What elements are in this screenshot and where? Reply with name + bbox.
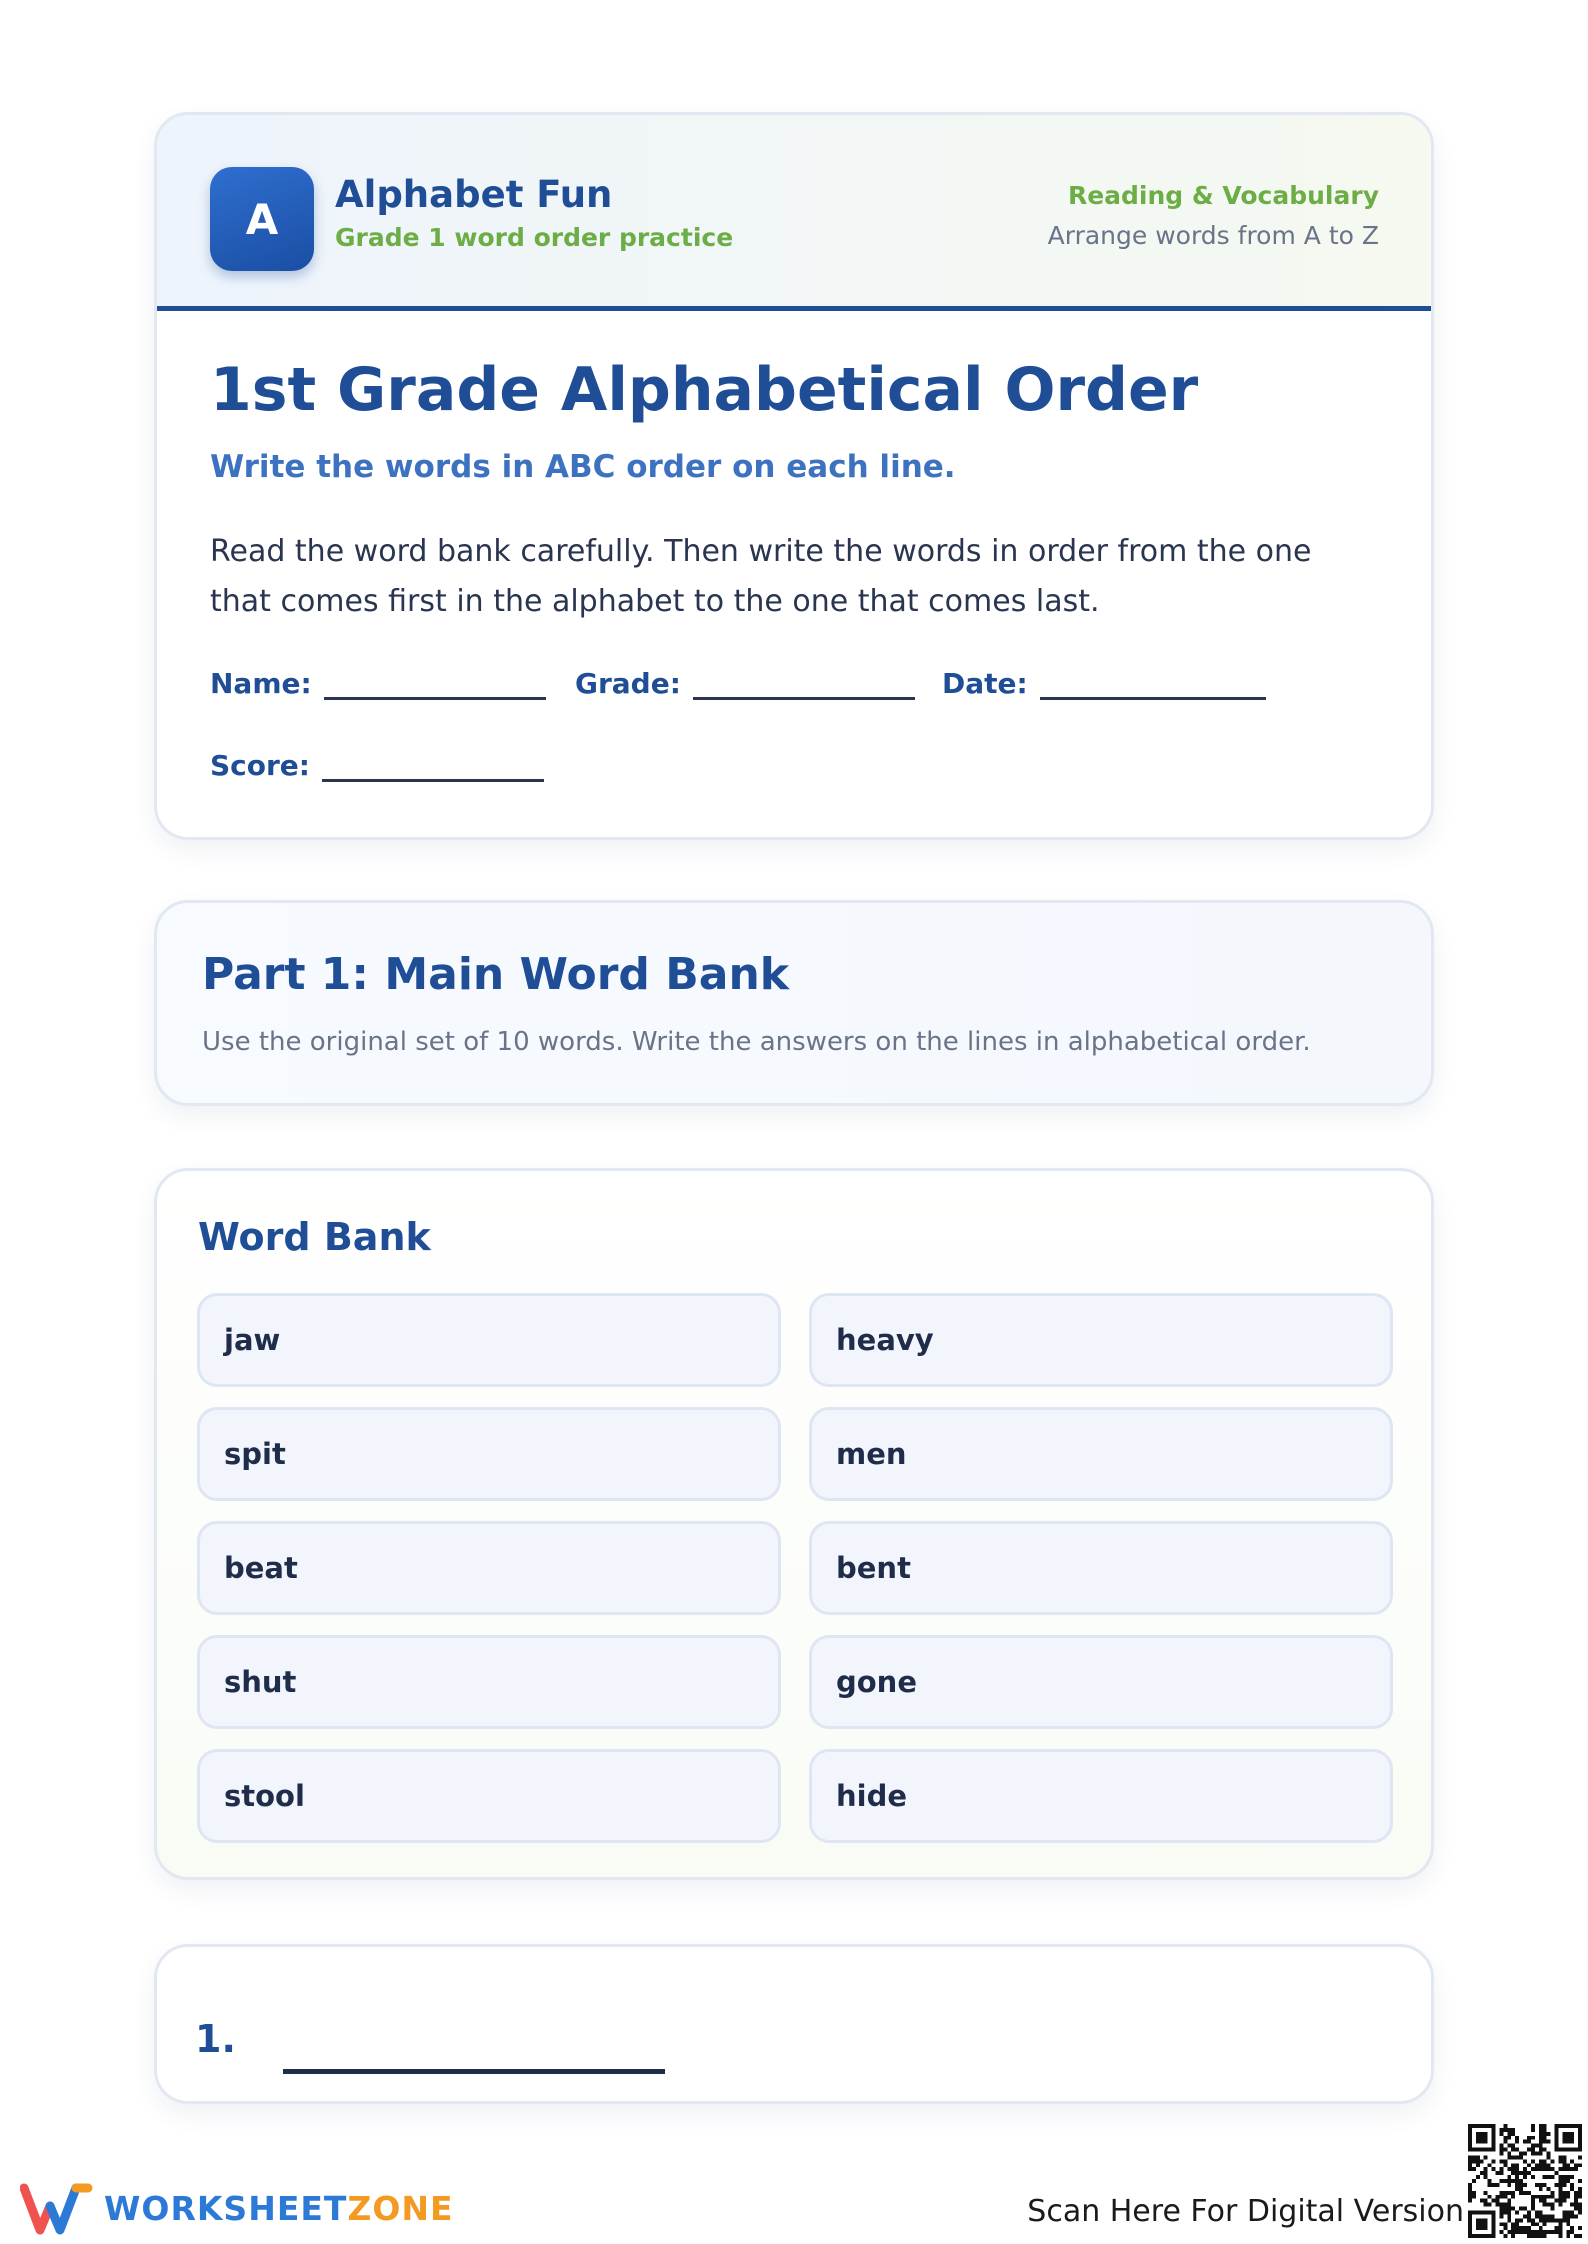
grade-field [575,667,915,700]
page-subtitle: Write the words in ABC order on each line. [210,449,956,485]
date-label: Date: [942,667,1028,700]
footer-brand-part2: ZONE [347,2189,454,2228]
part-title: Part 1: Main Word Bank [202,949,790,1000]
grade-write-line[interactable] [693,670,915,700]
name-write-line[interactable] [324,670,546,700]
worksheet-header-card [154,112,1434,840]
grade-label: Grade: [575,667,681,700]
instructions-text: Read the word bank carefully. Then write the words in order from the one that comes first in the alphabet to the one that comes last. [210,534,1312,619]
subject-note: Arrange words from A to Z [1047,221,1379,250]
part-description: Use the original set of 10 words. Write the answers on the lines in alphabetical order. [202,1027,1311,1057]
word-bank-item: hide [809,1749,1393,1843]
score-write-line[interactable] [322,752,544,782]
date-field [942,667,1266,700]
brand-name: Alphabet Fun [335,173,613,216]
word-bank-item: spit [197,1407,781,1501]
word-bank-title: Word Bank [198,1215,431,1259]
brand-strip [157,115,1431,311]
word-bank-item: men [809,1407,1393,1501]
word-bank-item: beat [197,1521,781,1615]
score-label: Score: [210,749,310,782]
name-field [210,667,546,700]
word-bank-item: stool [197,1749,781,1843]
word-bank-item: heavy [809,1293,1393,1387]
word-bank-item: bent [809,1521,1393,1615]
part-card [154,900,1434,1106]
word-bank-card [154,1168,1434,1880]
alphabet-logo-icon: A [210,167,314,271]
subject-label: Reading & Vocabulary [1067,181,1379,210]
footer-brand-part1: WORKSHEET [104,2189,348,2228]
name-label: Name: [210,667,312,700]
scan-instruction: Scan Here For Digital Version [1027,2194,1464,2229]
answer-write-line[interactable] [283,2069,665,2074]
footer-brand [104,2189,454,2228]
answer-number: 1. [195,2017,236,2061]
qr-code-icon[interactable] [1468,2124,1582,2238]
word-bank-item: gone [809,1635,1393,1729]
word-bank-grid [197,1293,1393,1843]
date-write-line[interactable] [1040,670,1266,700]
word-bank-item: jaw [197,1293,781,1387]
answer-card [154,1944,1434,2104]
score-field [210,749,544,782]
worksheetzone-logo-icon [20,2182,94,2236]
word-bank-item: shut [197,1635,781,1729]
brand-tagline: Grade 1 word order practice [335,223,734,252]
page-title: 1st Grade Alphabetical Order [210,355,1199,425]
